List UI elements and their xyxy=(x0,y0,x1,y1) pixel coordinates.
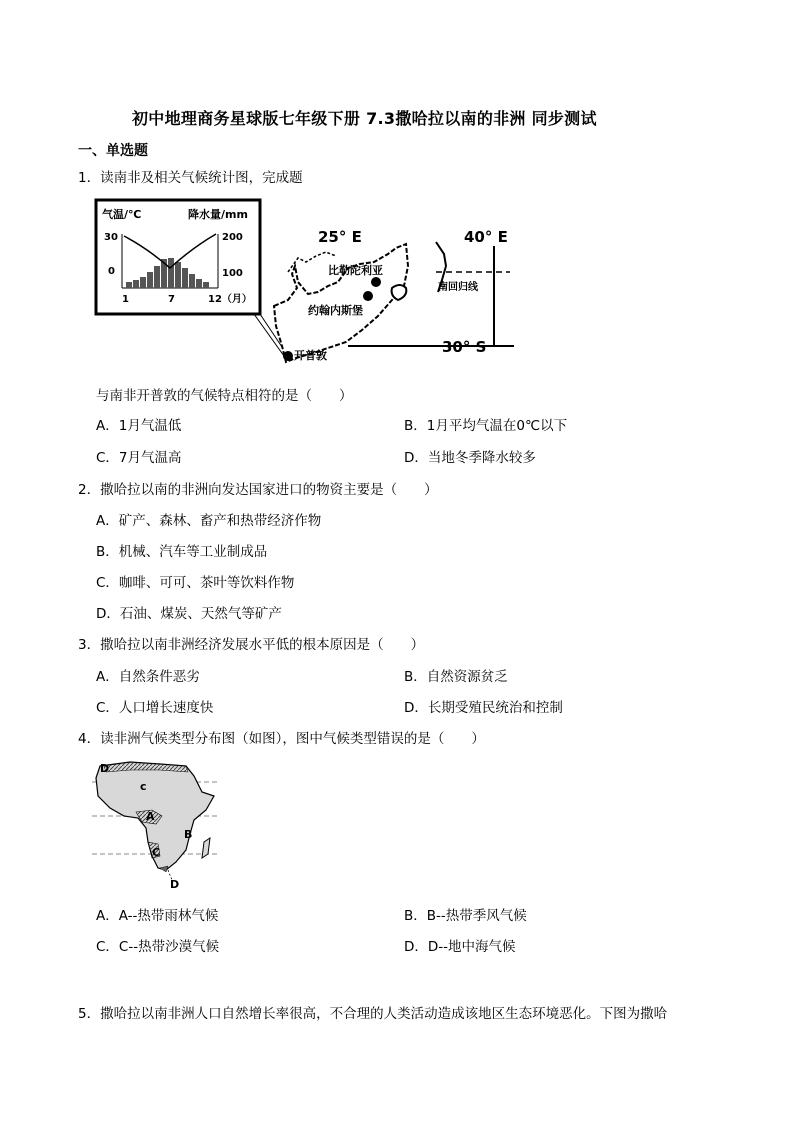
cape-town-marker xyxy=(283,351,293,361)
longitude-25e-label: 25° E xyxy=(318,228,362,246)
pretoria-label: 比勒陀利亚 xyxy=(328,264,383,277)
label-c-south: C xyxy=(152,846,161,859)
q4-option-b[interactable]: B．B--热带季风气候 xyxy=(404,908,527,924)
question-3-stem: 3．撒哈拉以南非洲经济发展水平低的根本原因是（ ） xyxy=(78,637,425,653)
question-4-stem: 4．读非洲气候类型分布图（如图），图中气候类型错误的是（ ） xyxy=(78,731,485,747)
label-d-south: D xyxy=(170,878,180,891)
longitude-40e-label: 40° E xyxy=(464,228,508,246)
month-tick-12: 12（月） xyxy=(208,294,252,305)
month-tick-1: 1 xyxy=(122,294,129,305)
q1-option-b[interactable]: B．1月平均气温在0℃以下 xyxy=(404,418,568,434)
label-c-north: c xyxy=(140,780,147,793)
madagascar-outline xyxy=(202,838,210,858)
temp-tick-30: 30 xyxy=(104,232,118,243)
q1-option-d[interactable]: D．当地冬季降水较多 xyxy=(404,450,536,466)
johannesburg-label: 约翰内斯堡 xyxy=(308,304,363,317)
temp-tick-0: 0 xyxy=(108,266,115,277)
q2-option-a[interactable]: A．矿产、森林、畜产和热带经济作物 xyxy=(96,513,322,529)
q2-option-c[interactable]: C．咖啡、可可、茶叶等饮料作物 xyxy=(96,575,295,591)
q4-option-d[interactable]: D．D--地中海气候 xyxy=(404,939,516,955)
africa-climate-map xyxy=(90,758,226,894)
q4-option-c[interactable]: C．C--热带沙漠气候 xyxy=(96,939,220,955)
q1-option-a[interactable]: A．1月气温低 xyxy=(96,418,182,434)
label-d-north: D xyxy=(100,762,110,775)
pretoria-marker xyxy=(371,277,381,287)
q2-option-d[interactable]: D．石油、煤炭、天然气等矿产 xyxy=(96,606,282,622)
section-heading: 一、单选题 xyxy=(78,143,148,159)
south-africa-climate-map xyxy=(92,196,532,376)
month-tick-7: 7 xyxy=(168,294,175,305)
precip-tick-200: 200 xyxy=(222,232,243,243)
q3-option-c[interactable]: C．人口增长速度快 xyxy=(96,700,214,716)
question-2-stem: 2．撒哈拉以南的非洲向发达国家进口的物资主要是（ ） xyxy=(78,482,438,498)
temperature-axis-label: 气温/℃ xyxy=(102,208,142,221)
q2-option-b[interactable]: B．机械、汽车等工业制成品 xyxy=(96,544,268,560)
page-title: 初中地理商务星球版七年级下册 7.3撒哈拉以南的非洲 同步测试 xyxy=(132,109,597,128)
question-1-stem: 1．读南非及相关气候统计图，完成题 xyxy=(78,170,303,186)
question-1-subquestion: 与南非开普敦的气候特点相符的是（ ） xyxy=(96,388,353,404)
q3-option-a[interactable]: A．自然条件恶劣 xyxy=(96,669,200,685)
south-africa-outline xyxy=(274,244,408,362)
label-b: B xyxy=(184,828,193,841)
q3-option-b[interactable]: B．自然资源贫乏 xyxy=(404,669,508,685)
lesotho-outline xyxy=(392,285,407,300)
precip-tick-100: 100 xyxy=(222,268,243,279)
q1-option-c[interactable]: C．7月气温高 xyxy=(96,450,182,466)
precipitation-axis-label: 降水量/mm xyxy=(188,208,248,221)
johannesburg-marker xyxy=(363,291,373,301)
cape-town-label: 开普敦 xyxy=(294,349,327,362)
latitude-30s-label: 30° S xyxy=(442,338,487,356)
label-a: A xyxy=(146,810,155,823)
q3-option-d[interactable]: D．长期受殖民统治和控制 xyxy=(404,700,563,716)
tropic-of-capricorn-label: 南回归线 xyxy=(438,282,478,293)
q4-option-a[interactable]: A．A--热带雨林气候 xyxy=(96,908,219,924)
question-5-stem: 5．撒哈拉以南非洲人口自然增长率很高，不合理的人类活动造成该地区生态环境恶化。下图为撒哈 xyxy=(78,1006,668,1022)
